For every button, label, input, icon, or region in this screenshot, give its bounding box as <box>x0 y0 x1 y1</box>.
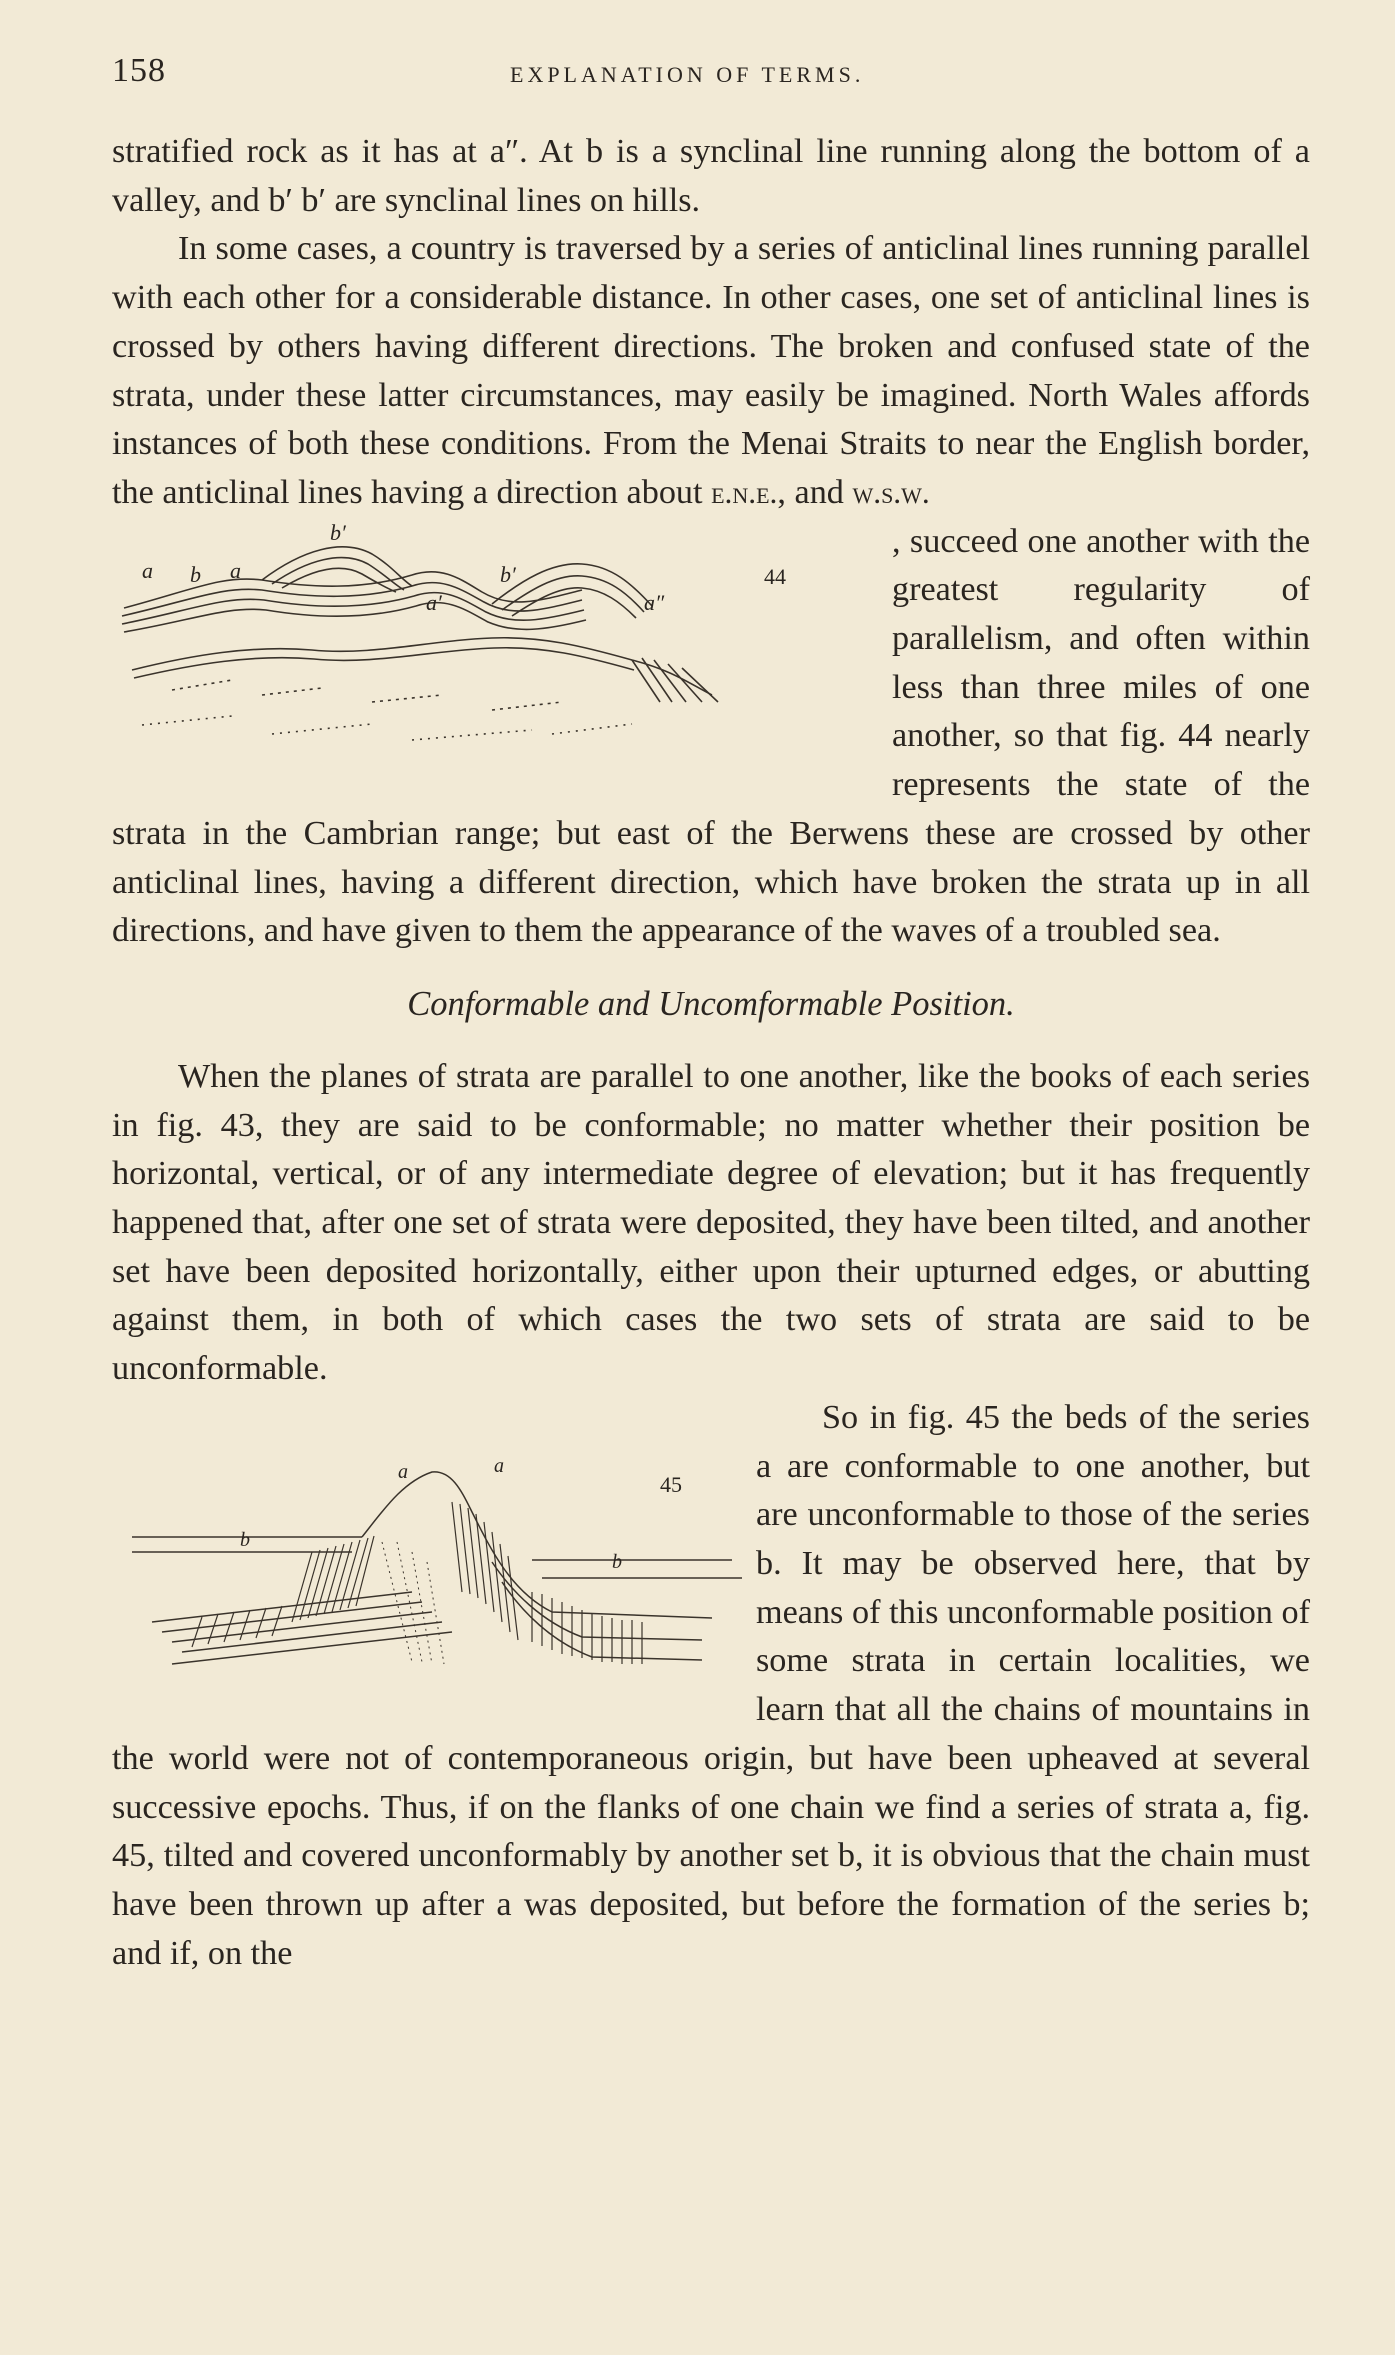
paragraph-4-text: So in fig. 45 the beds of the series a are conformable to one another, but are unconformable to those of the series b. It may be observed here, that by means of this unconformable position of some strata in certain localities, we learn that all the chains of mountains in the world were not of contemporaneous origin, but have been upheaved at several successive epochs. Thus, if on the flanks of one chain we find a series of strata a, fig. 45, tilted and covered unconformably by another set b, it is obvious that the chain must have been thrown up after a was deposited, but before the formation of the series b; and if, on the <box>112 1398 1310 1972</box>
fig44-label-b-prime-top: b′ <box>330 519 346 545</box>
fig44-number: 44 <box>764 563 786 589</box>
fig45-label-a1: a <box>398 1460 408 1483</box>
page-number: 158 <box>112 52 166 89</box>
figure-44 <box>112 520 868 765</box>
fig44-label-a-double-prime: a″ <box>644 589 665 615</box>
fig45-label-b-left: b <box>240 1528 250 1551</box>
paragraph-4 <box>112 1394 1310 1978</box>
paragraph-3: When the planes of strata are parallel to one another, like the books of each series in fig. 43, they are said to be conformable; no matter whether their position be horizontal, vertical, or of any intermediate degree of elevation; but it has frequently happened that, after one set of strata were deposited, they have been tilted, and another set have been deposited horizontally, either upon their upturned edges, or abutting against them, in both of which cases the two sets of strata are said to be unconformable. <box>112 1057 1310 1388</box>
fig45-label-a2: a <box>494 1454 504 1477</box>
direction-wsw: w.s.w. <box>852 474 930 510</box>
paragraph-2-continued <box>112 518 1310 956</box>
running-head: EXPLANATION OF TERMS. <box>510 62 865 87</box>
paragraph-2-part-b: , succeed one another with the greatest regularity of parallelism, and often within less than three miles of one another, so that fig. 44 nearly represents the state of the strata in the Cambrian range; but east of the Berwens these are crossed by other anticlinal lines, having a different direction, which have broken the strata up in all directions, and have given to them the appearance of the waves of a troubled sea. <box>112 522 1310 950</box>
fig45-label-b-right: b <box>612 1550 622 1573</box>
paragraph-2 <box>112 225 1310 517</box>
fig44-label-a-left2: a <box>230 557 241 583</box>
fig44-label-b-prime-right: b′ <box>500 561 516 587</box>
paragraph-2-part-a: In some cases, a country is traversed by a series of anticlinal lines running parallel with each other for a considerable distance. In other cases, one set of anticlinal lines is crossed by others having different directions. The broken and confused state of the strata, under these latter circumstances, may easily be imagined. North Wales affords instances of both these conditions. From the Menai Straits to near the English border, the anticlinal lines having a direction about <box>112 230 1310 511</box>
body-text <box>112 128 1310 1978</box>
fig45-number: 45 <box>660 1471 682 1497</box>
fig44-label-b-left: b <box>190 561 201 587</box>
fig44-label-a-left: a <box>142 557 153 583</box>
figure-45-drawing <box>112 1442 742 1687</box>
fig44-label-a-prime: a′ <box>426 589 442 615</box>
page-header <box>112 52 1312 102</box>
section-title: Conformable and Uncomformable Position. <box>407 984 1015 1023</box>
paragraph-1: stratified rock as it has at a″. At b is a synclinal line running along the bottom of a valley, and b′ b′ are synclinal lines on hills. <box>112 133 1310 219</box>
direction-ene: e.n.e. <box>711 474 778 510</box>
paragraph-2-and: , and <box>777 473 844 511</box>
figure-44-drawing <box>112 520 868 765</box>
figure-45 <box>112 1442 742 1687</box>
